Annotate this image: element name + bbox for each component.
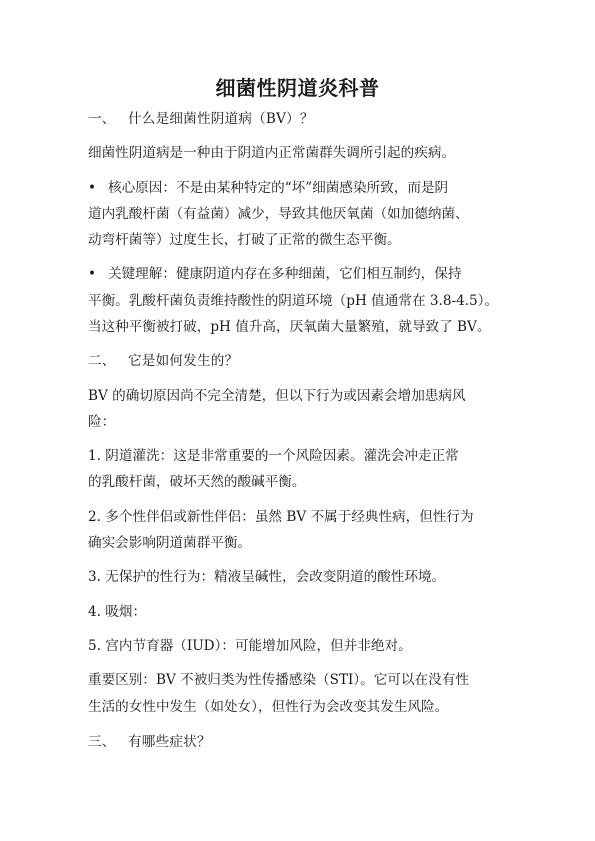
bullet-1-line-2: 道内乳酸杆菌（有益菌）减少，导致其他厌氧菌（如加德纳菌、 [88,206,469,222]
bullet-2-line-1 [88,264,518,284]
risk-item-1-line-1: 1. 阴道灌洗：这是非常重要的一个风险因素。灌洗会冲走正常 [88,448,459,464]
bullet-2-line-2: 平衡。乳酸杆菌负责维持酸性的阴道环境（pH 值通常在 3.8-4.5）。 [88,293,499,309]
bullet-1-line-1 [88,178,518,198]
section-1-number: 一、 [88,111,116,127]
bullet-2-text-1: 关键理解：健康阴道内存在多种细菌，它们相互制约，保持 [108,266,462,282]
section-3-title: 有哪些症状？ [128,734,211,750]
risk-item-1-line-2: 的乳酸杆菌，破坏天然的酸碱平衡。 [88,474,306,490]
risk-item-2-line-1: 2. 多个性伴侣或新性伴侣：虽然 BV 不属于经典性病，但性行为 [88,509,474,525]
section-1-intro: 细菌性阴道病是一种由于阴道内正常菌群失调所引起的疾病。 [88,145,456,161]
section-2-heading [88,351,518,371]
section-3-heading [88,732,518,752]
document-title: 细菌性阴道炎科普 [215,76,380,100]
risk-item-5: 5. 宫内节育器（IUD）：可能增加风险，但并非绝对。 [88,638,412,654]
bullet-1-line-3: 动弯杆菌等）过度生长，打破了正常的微生态平衡。 [88,232,401,248]
important-note-line-2: 生活的女性中发生（如处女），但性行为会改变其发生风险。 [88,699,449,715]
risk-item-4: 4. 吸烟： [88,604,147,620]
section-2-number: 二、 [88,353,116,369]
bullet-1-text-1: 核心原因：不是由某种特定的“坏”细菌感染所致，而是阴 [108,180,449,196]
section-2-title: 它是如何发生的？ [128,353,239,369]
risk-item-3: 3. 无保护的性行为：精液呈碱性，会改变阴道的酸性环境。 [88,569,446,585]
bullet-mark: • [88,180,97,196]
important-note-line-1: 重要区别：BV 不被归类为性传播感染（STI）。它可以在没有性 [88,672,469,688]
bullet-mark: • [88,266,97,282]
section-1-heading [88,109,518,129]
section-2-intro-line-2: 险： [88,414,116,430]
bullet-2-line-3: 当这种平衡被打破，pH 值升高，厌氧菌大量繁殖，就导致了 BV。 [88,319,491,335]
section-3-number: 三、 [88,734,116,750]
risk-item-2-line-2: 确实会影响阴道菌群平衡。 [88,535,252,551]
section-1-title: 什么是细菌性阴道病（BV）？ [128,111,314,127]
section-2-intro-line-1: BV 的确切原因尚不完全清楚，但以下行为或因素会增加患病风 [88,388,466,404]
